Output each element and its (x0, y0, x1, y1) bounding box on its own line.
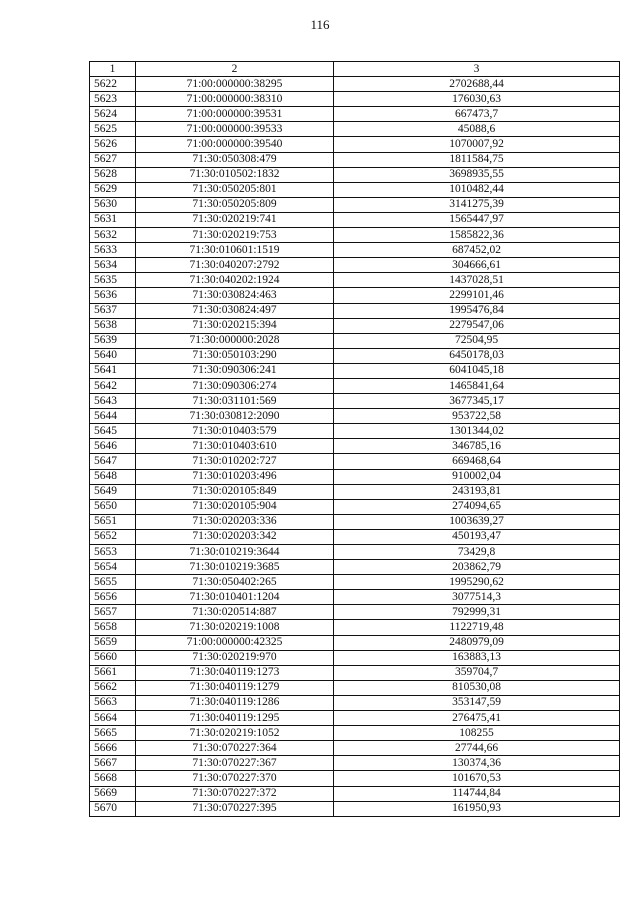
table-row (90, 318, 620, 333)
table-row (90, 771, 620, 786)
cadastral-value: 2279547,06 (334, 318, 620, 333)
cadastral-value: 1585822,36 (334, 228, 620, 243)
cadastral-value: 176030,63 (334, 92, 620, 107)
row-number: 5650 (90, 499, 136, 514)
table-row (90, 514, 620, 529)
row-number: 5662 (90, 680, 136, 695)
table-row (90, 741, 620, 756)
cadastral-number: 71:00:000000:38310 (136, 92, 334, 107)
row-number: 5628 (90, 167, 136, 182)
column-header-1: 1 (90, 62, 136, 77)
table-row (90, 786, 620, 801)
table-row (90, 348, 620, 363)
cadastral-number: 71:30:010202:727 (136, 454, 334, 469)
cadastral-value: 1995290,62 (334, 575, 620, 590)
row-number: 5630 (90, 197, 136, 212)
cadastral-value: 3677345,17 (334, 394, 620, 409)
row-number: 5656 (90, 590, 136, 605)
table-row (90, 801, 620, 816)
cadastral-number: 71:30:020203:336 (136, 514, 334, 529)
row-number: 5639 (90, 333, 136, 348)
cadastral-number: 71:30:030824:497 (136, 303, 334, 318)
table-row (90, 197, 620, 212)
table-row (90, 726, 620, 741)
cadastral-number: 71:30:020219:753 (136, 228, 334, 243)
table-row (90, 439, 620, 454)
row-number: 5648 (90, 469, 136, 484)
cadastral-value: 1301344,02 (334, 424, 620, 439)
page-number: 116 (310, 17, 330, 32)
table-row (90, 756, 620, 771)
table-row (90, 378, 620, 393)
cadastral-value: 1437028,51 (334, 273, 620, 288)
cadastral-number: 71:30:040119:1286 (136, 695, 334, 710)
cadastral-number: 71:30:020105:849 (136, 484, 334, 499)
cadastral-number: 71:30:040207:2792 (136, 258, 334, 273)
cadastral-number: 71:30:070227:372 (136, 786, 334, 801)
cadastral-value: 810530,08 (334, 680, 620, 695)
cadastral-number: 71:30:020219:1052 (136, 726, 334, 741)
table-header-row (90, 62, 620, 77)
cadastral-value: 3077514,3 (334, 590, 620, 605)
row-number: 5661 (90, 665, 136, 680)
cadastral-number: 71:30:010403:610 (136, 439, 334, 454)
cadastral-value: 27744,66 (334, 741, 620, 756)
cadastral-number: 71:30:050205:801 (136, 182, 334, 197)
row-number: 5642 (90, 378, 136, 393)
cadastral-value: 3141275,39 (334, 197, 620, 212)
table-row (90, 273, 620, 288)
table-row (90, 454, 620, 469)
table-row (90, 92, 620, 107)
cadastral-value: 1465841,64 (334, 378, 620, 393)
row-number: 5646 (90, 439, 136, 454)
cadastral-number: 71:30:020219:970 (136, 650, 334, 665)
cadastral-value: 450193,47 (334, 529, 620, 544)
table-row (90, 258, 620, 273)
row-number: 5626 (90, 137, 136, 152)
row-number: 5659 (90, 635, 136, 650)
cadastral-value: 163883,13 (334, 650, 620, 665)
cadastral-value: 346785,16 (334, 439, 620, 454)
row-number: 5644 (90, 409, 136, 424)
column-header-3: 3 (334, 62, 620, 77)
cadastral-value: 130374,36 (334, 756, 620, 771)
cadastral-number: 71:30:000000:2028 (136, 333, 334, 348)
table-row (90, 212, 620, 227)
cadastral-number: 71:30:010219:3685 (136, 560, 334, 575)
cadastral-number: 71:30:040119:1273 (136, 665, 334, 680)
row-number: 5658 (90, 620, 136, 635)
row-number: 5667 (90, 756, 136, 771)
cadastral-value: 2702688,44 (334, 77, 620, 92)
cadastral-value: 359704,7 (334, 665, 620, 680)
cadastral-number: 71:00:000000:42325 (136, 635, 334, 650)
table-row (90, 182, 620, 197)
cadastral-number: 71:30:070227:395 (136, 801, 334, 816)
cadastral-value: 6450178,03 (334, 348, 620, 363)
cadastral-value: 203862,79 (334, 560, 620, 575)
table-row (90, 695, 620, 710)
row-number: 5654 (90, 560, 136, 575)
cadastral-value: 304666,61 (334, 258, 620, 273)
table-row (90, 167, 620, 182)
row-number: 5624 (90, 107, 136, 122)
cadastral-number: 71:30:010403:579 (136, 424, 334, 439)
cadastral-number: 71:30:070227:370 (136, 771, 334, 786)
table-row (90, 711, 620, 726)
cadastral-number: 71:30:010219:3644 (136, 545, 334, 560)
table-body (90, 77, 620, 817)
table-row (90, 665, 620, 680)
row-number: 5629 (90, 182, 136, 197)
table-row (90, 469, 620, 484)
cadastral-number: 71:30:090306:241 (136, 363, 334, 378)
row-number: 5632 (90, 228, 136, 243)
cadastral-value: 953722,58 (334, 409, 620, 424)
row-number: 5664 (90, 711, 136, 726)
cadastral-value: 667473,7 (334, 107, 620, 122)
cadastral-value: 45088,6 (334, 122, 620, 137)
cadastral-number: 71:30:020203:342 (136, 529, 334, 544)
cadastral-number: 71:30:031101:569 (136, 394, 334, 409)
cadastral-number: 71:00:000000:39533 (136, 122, 334, 137)
table-row (90, 394, 620, 409)
cadastral-value: 1811584,75 (334, 152, 620, 167)
cadastral-number: 71:30:020219:741 (136, 212, 334, 227)
table-row (90, 409, 620, 424)
table-row (90, 303, 620, 318)
table-row (90, 590, 620, 605)
row-number: 5660 (90, 650, 136, 665)
cadastral-value: 910002,04 (334, 469, 620, 484)
cadastral-number: 71:30:050308:479 (136, 152, 334, 167)
cadastral-value: 114744,84 (334, 786, 620, 801)
row-number: 5623 (90, 92, 136, 107)
cadastral-value: 2299101,46 (334, 288, 620, 303)
row-number: 5625 (90, 122, 136, 137)
table-row (90, 620, 620, 635)
table-row (90, 152, 620, 167)
row-number: 5668 (90, 771, 136, 786)
cadastral-number: 71:30:050103:290 (136, 348, 334, 363)
table-row (90, 107, 620, 122)
table-row (90, 605, 620, 620)
cadastral-value: 1122719,48 (334, 620, 620, 635)
table-row (90, 288, 620, 303)
cadastral-number: 71:30:050402:265 (136, 575, 334, 590)
cadastral-value: 101670,53 (334, 771, 620, 786)
cadastral-value: 73429,8 (334, 545, 620, 560)
cadastral-value: 108255 (334, 726, 620, 741)
cadastral-value: 274094,65 (334, 499, 620, 514)
table-row (90, 635, 620, 650)
row-number: 5652 (90, 529, 136, 544)
cadastral-number: 71:30:050205:809 (136, 197, 334, 212)
cadastral-value: 161950,93 (334, 801, 620, 816)
row-number: 5647 (90, 454, 136, 469)
cadastral-number: 71:30:070227:364 (136, 741, 334, 756)
cadastral-number: 71:00:000000:39531 (136, 107, 334, 122)
column-header-2: 2 (136, 62, 334, 77)
table-row (90, 560, 620, 575)
row-number: 5634 (90, 258, 136, 273)
table-row (90, 122, 620, 137)
cadastral-value: 1003639,27 (334, 514, 620, 529)
cadastral-number: 71:30:010502:1832 (136, 167, 334, 182)
cadastral-number: 71:30:030824:463 (136, 288, 334, 303)
row-number: 5665 (90, 726, 136, 741)
row-number: 5643 (90, 394, 136, 409)
row-number: 5657 (90, 605, 136, 620)
cadastral-value: 276475,41 (334, 711, 620, 726)
row-number: 5670 (90, 801, 136, 816)
row-number: 5653 (90, 545, 136, 560)
cadastral-number: 71:30:070227:367 (136, 756, 334, 771)
row-number: 5622 (90, 77, 136, 92)
cadastral-number: 71:30:010401:1204 (136, 590, 334, 605)
row-number: 5649 (90, 484, 136, 499)
table-row (90, 529, 620, 544)
cadastral-value: 687452,02 (334, 243, 620, 258)
table-row (90, 575, 620, 590)
cadastral-number: 71:00:000000:38295 (136, 77, 334, 92)
cadastral-value: 243193,81 (334, 484, 620, 499)
table-row (90, 650, 620, 665)
row-number: 5641 (90, 363, 136, 378)
table-row (90, 228, 620, 243)
cadastral-value: 1995476,84 (334, 303, 620, 318)
table-row (90, 333, 620, 348)
row-number: 5633 (90, 243, 136, 258)
cadastral-value: 1010482,44 (334, 182, 620, 197)
table-row (90, 545, 620, 560)
cadastral-value: 3698935,55 (334, 167, 620, 182)
cadastral-number: 71:30:020219:1008 (136, 620, 334, 635)
cadastral-value: 72504,95 (334, 333, 620, 348)
table-row (90, 77, 620, 92)
cadastral-number: 71:30:040202:1924 (136, 273, 334, 288)
row-number: 5635 (90, 273, 136, 288)
table-row (90, 484, 620, 499)
cadastral-number: 71:00:000000:39540 (136, 137, 334, 152)
cadastral-value: 792999,31 (334, 605, 620, 620)
table-row (90, 363, 620, 378)
cadastral-number: 71:30:020514:887 (136, 605, 334, 620)
cadastral-value: 1565447,97 (334, 212, 620, 227)
cadastral-value: 353147,59 (334, 695, 620, 710)
cadastral-value-table (89, 61, 620, 817)
row-number: 5666 (90, 741, 136, 756)
cadastral-number: 71:30:090306:274 (136, 378, 334, 393)
table-row (90, 499, 620, 514)
table-row (90, 243, 620, 258)
cadastral-number: 71:30:040119:1295 (136, 711, 334, 726)
row-number: 5655 (90, 575, 136, 590)
cadastral-number: 71:30:030812:2090 (136, 409, 334, 424)
table-row (90, 424, 620, 439)
cadastral-value: 2480979,09 (334, 635, 620, 650)
cadastral-number: 71:30:010601:1519 (136, 243, 334, 258)
table-row (90, 137, 620, 152)
cadastral-value: 1070007,92 (334, 137, 620, 152)
row-number: 5640 (90, 348, 136, 363)
cadastral-number: 71:30:040119:1279 (136, 680, 334, 695)
cadastral-number: 71:30:010203:496 (136, 469, 334, 484)
cadastral-number: 71:30:020215:394 (136, 318, 334, 333)
row-number: 5637 (90, 303, 136, 318)
row-number: 5627 (90, 152, 136, 167)
table-row (90, 680, 620, 695)
row-number: 5631 (90, 212, 136, 227)
row-number: 5651 (90, 514, 136, 529)
cadastral-number: 71:30:020105:904 (136, 499, 334, 514)
row-number: 5636 (90, 288, 136, 303)
row-number: 5663 (90, 695, 136, 710)
cadastral-value: 669468,64 (334, 454, 620, 469)
row-number: 5638 (90, 318, 136, 333)
row-number: 5645 (90, 424, 136, 439)
cadastral-value: 6041045,18 (334, 363, 620, 378)
row-number: 5669 (90, 786, 136, 801)
